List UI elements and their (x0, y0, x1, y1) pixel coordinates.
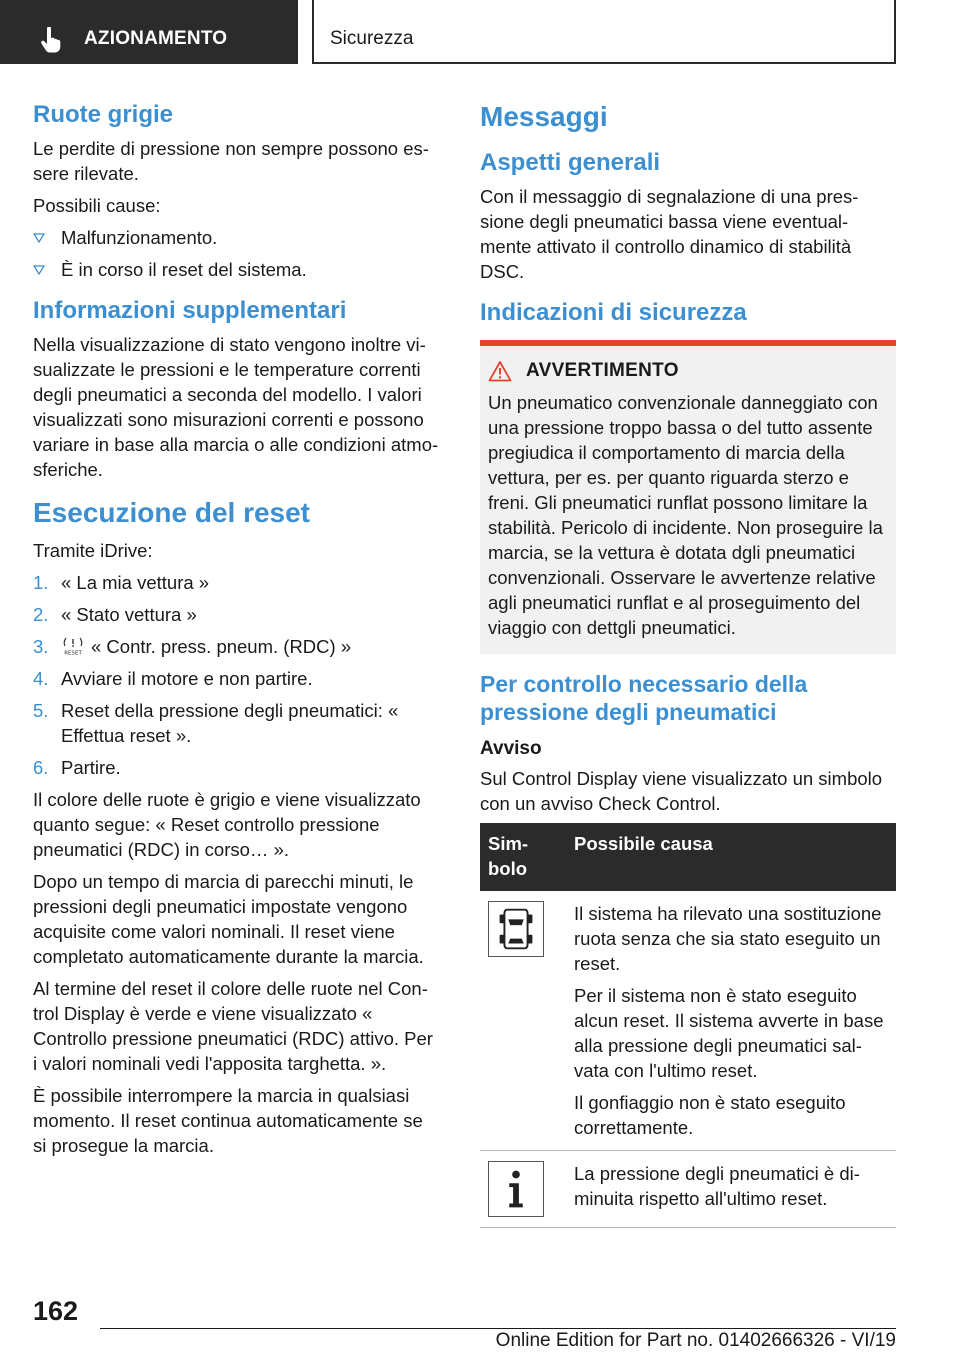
reset-paragraph: È possibile interrompere la marcia in qualsiasi momento. Il reset continua automaticamente se si prosegue la marcia. (33, 1085, 423, 1156)
causes-list (33, 225, 439, 282)
warning-text: Un pneumatico convenzionale danneggiato con una pressione troppo bassa o del tutto assente pregiudica il comportamento di marcia della vettura, per es. per quanto riguarda sterzo e freni. Gli pneumatici runflat possono limitare la stabilità. Pericolo di incidente. Non proseguire la marcia, se la vettura è dotata dgli pneumatici convenzionali. Osservare le avvertenze relative agli pneumatici runflat e al proseguimento del viaggio con dettgli pneumatici. (488, 392, 883, 638)
section-label: AZIONAMENTO (84, 28, 228, 49)
list-item: 2. « Stato vettura » (33, 604, 197, 625)
warning-label: AVVERTIMENTO (526, 360, 679, 381)
extra-info-text: Nella visualizzazione di stato vengono inoltre vi-sualizzate le pressioni e le temperature correnti degli pneumatici a seconda del modello. I valori visualizzati sono misurazioni correnti e possono variare in base alla marcia o alle condizioni atmo-sferiche. (33, 334, 439, 480)
table-row (480, 1151, 896, 1228)
rdc-reset-icon (61, 636, 85, 656)
general-text: Con il messaggio di segnalazione di una pres-sione degli pneumatici bassa viene eventual-mente attivato il controllo dinamico di stabilità DSC. (480, 186, 859, 282)
left-column (33, 100, 439, 1165)
warning-triangle-icon (488, 360, 512, 382)
pointing-hand-icon (40, 27, 62, 53)
notice-text: Sul Control Display viene visualizzato un simbolo con un avviso Check Control. (480, 768, 883, 814)
heading-general: Aspetti generali (480, 149, 661, 176)
cause-cell: Il sistema ha rilevato una sostituzione ruota senza che sia stato eseguito un reset. Per il sistema non è stato eseguito alcun reset. Il sistema avverte in base alla pressione degli pneumatici sal-vata con l'ultimo reset. Il gonfiaggio non è stato eseguito correttamente. (566, 891, 896, 1151)
heading-safety: Indicazioni di sicurezza (480, 299, 747, 326)
symbol-cell (480, 891, 566, 1151)
warning-header (488, 360, 890, 382)
page-number: 162 (33, 1296, 79, 1326)
gray-wheels-text: Le perdite di pressione non sempre possono es-sere rilevate. (33, 138, 429, 184)
heading-messages: Messaggi (480, 101, 608, 132)
messages-table (480, 823, 896, 1228)
column-header-symbol: Sim-bolo (480, 823, 566, 891)
list-item: 3. RESET « Contr. press. pneum. (RDC) » (33, 636, 352, 657)
notice-label: Avviso (480, 738, 542, 759)
heading-pressure-check: Per controllo necessario della pressione degli pneumatici (480, 671, 808, 725)
warning-box (480, 346, 896, 654)
list-item: È in corso il reset del sistema. (33, 257, 439, 282)
table-header-row (480, 823, 896, 891)
list-item: 1. « La mia vettura » (33, 572, 210, 593)
list-item: Malfunzionamento. (33, 225, 439, 250)
triangle-bullet-icon (33, 265, 45, 275)
chapter-tab (312, 0, 896, 64)
reset-paragraph: Il colore delle ruote è grigio e viene visualizzato quanto segue: « Reset controllo pressione pneumatici (RDC) in corso… ». (33, 789, 421, 860)
reset-paragraph: Al termine del reset il colore delle ruote nel Con-trol Display è verde e viene visualizzato « Controllo pressione pneumatici (RDC) attivo. Per i valori nominali vedi l'apposita targhetta. ». (33, 978, 433, 1074)
heading-gray-wheels: Ruote grigie (33, 101, 174, 128)
list-item: 5. Reset della pressione degli pneumatici: « Effettua reset ». (33, 700, 399, 746)
cause-cell: La pressione degli pneumatici è di-minuita rispetto all'ultimo reset. (566, 1151, 896, 1228)
table-row (480, 891, 896, 1151)
chapter-title: Sicurezza (330, 28, 414, 49)
info-icon (488, 1161, 544, 1217)
list-item: 4. Avviare il motore e non partire. (33, 668, 313, 689)
reset-intro: Tramite iDrive: (33, 540, 153, 561)
edition-note: Online Edition for Part no. 01402666326 - VI/19 (495, 1330, 896, 1351)
svg-text:RESET: RESET (64, 650, 82, 656)
footer-divider (100, 1328, 896, 1329)
page-header (0, 0, 960, 66)
column-header-cause: Possibile causa (566, 823, 896, 891)
heading-reset: Esecuzione del reset (33, 497, 311, 528)
reset-steps (33, 570, 439, 780)
reset-paragraph: Dopo un tempo di marcia di parecchi minuti, le pressioni degli pneumatici impostate vengono acquisite come valori nominali. Il reset viene completato automaticamente durante la marcia. (33, 871, 424, 967)
right-column (480, 100, 896, 1228)
list-item: 6. Partire. (33, 757, 121, 778)
tire-pressure-car-icon (488, 901, 544, 957)
causes-intro: Possibili cause: (33, 195, 161, 216)
symbol-cell (480, 1151, 566, 1228)
triangle-bullet-icon (33, 233, 45, 243)
section-tab (0, 0, 298, 64)
heading-extra-info: Informazioni supplementari (33, 297, 347, 324)
